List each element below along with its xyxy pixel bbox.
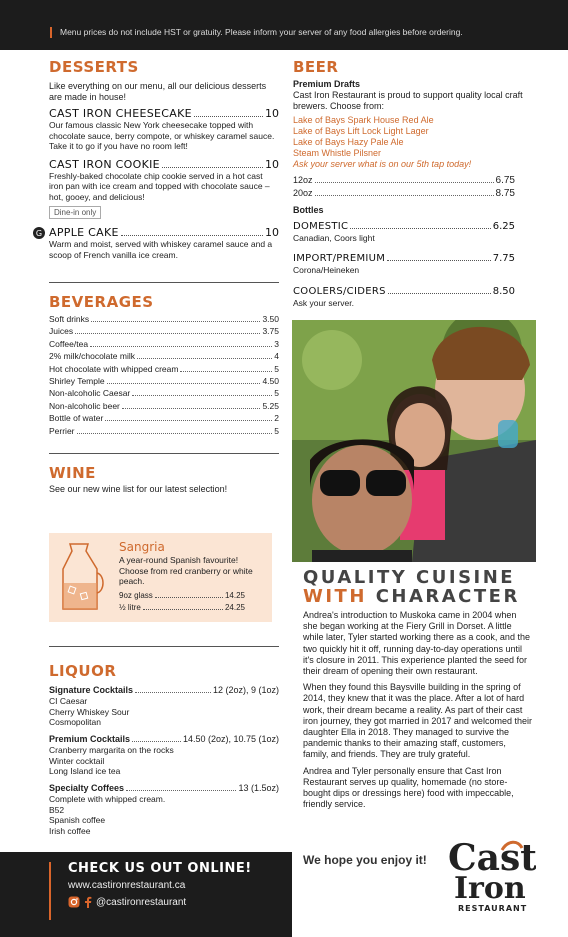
liquor-group: Premium Cocktails 14.50 (2oz), 10.75 (1oz) Cranberry margarita on the rocks Winter cocktail Long Island ice tea [49, 733, 279, 777]
liquor-group: Signature Cocktails 12 (2oz), 9 (1oz) CI Caesar Cherry Whiskey Sour Cosmopolitan [49, 685, 279, 728]
beverage-row: Coffee/tea 3 [49, 338, 279, 349]
footer-heading: CHECK US OUT ONLINE! [68, 861, 252, 876]
beverage-row: 2% milk/chocolate milk 4 [49, 351, 279, 362]
beverages-list [49, 313, 279, 437]
bottle-item: COOLERS/CIDERS 8.50 Ask your server. [293, 285, 515, 308]
footer-accent-bar [49, 862, 51, 920]
dine-in-badge: Dine-in only [49, 206, 101, 219]
dessert-item [35, 226, 279, 260]
top-notice-bar [0, 0, 568, 50]
dessert-item [49, 158, 279, 221]
notice-text: Menu prices do not include HST or gratuity. Please inform your server of any food allergies before ordering. [50, 27, 463, 38]
tap-list [293, 115, 536, 170]
story-title: QUALITY CUISINE WITH CHARACTER [303, 567, 520, 607]
beverage-row: Juices 3.75 [49, 326, 279, 337]
footer [0, 852, 292, 937]
owners-family-photo [292, 320, 536, 562]
beverage-row: Shirley Temple 4.50 [49, 376, 279, 387]
dessert-desc: Warm and moist, served with whiskey caramel sauce and a scoop of French vanilla ice cream. [49, 239, 273, 260]
svg-text:G: G [35, 229, 43, 238]
dessert-name: CAST IRON CHEESECAKE [49, 107, 192, 120]
tap-note: Ask your server what is on our 5th tap today! [293, 159, 472, 169]
beverage-row: Non-alcoholic beer 5.25 [49, 400, 279, 411]
sangria-card [49, 533, 272, 622]
story-paragraph: When they found this Baysville building in the spring of 2014, they knew that it was the place. After a lot of hard work, their dream became a reality. As part of their cast iron journey, they got married in 2017 and welcomed their daughter Ella in 2018. They managed to survive the pandemic thanks to their amazing staff, customers, family, and friends. They are truly grateful. [303, 682, 532, 760]
dessert-price: 10 [265, 107, 279, 120]
dessert-price: 10 [265, 157, 279, 171]
drafts-label: Premium Drafts [293, 79, 361, 89]
liquor-section [49, 646, 279, 836]
wine-heading: WINE [49, 464, 96, 483]
tap-item: Lake of Bays Hazy Pale Ale [293, 137, 404, 147]
dessert-name: CAST IRON COOKIE [49, 157, 160, 171]
tap-item: Lake of Bays Spark House Red Ale [293, 115, 434, 125]
beverage-row: Bottle of water 2 [49, 413, 279, 424]
bottle-item: DOMESTIC 6.25 Canadian, Coors light [293, 220, 515, 243]
divider [49, 282, 279, 283]
sangria-glass-row: 9oz glass 14.25 [119, 591, 245, 600]
social-handle[interactable]: @castironrestaurant [96, 896, 187, 908]
sangria-title: Sangria [119, 540, 165, 554]
draft-sizes: 12oz 6.75 20oz 8.75 [293, 175, 515, 200]
beverages-heading: BEVERAGES [49, 293, 154, 311]
dessert-desc: Freshly-baked chocolate chip cookie served in a hot cast iron pan with ice cream and topped with chocolate sauce – hot, gooey, and delicious! [49, 170, 270, 202]
story-paragraph: Andrea's introduction to Muskoka came in 2004 when she began working at the Fiery Grill in Dorset. A little while later, Tyler started working there as a cook, and the two quickly hit it off, running day-to-day operations until it's closure in 2011. This experience planted the seed for their dream of opening their own restaurant. [303, 610, 530, 677]
divider [49, 646, 279, 647]
dessert-item [49, 107, 279, 152]
desserts-heading: DESSERTS [49, 58, 139, 76]
gluten-free-icon [32, 226, 46, 240]
left-column [35, 58, 279, 495]
desserts-intro: Like everything on our menu, all our delicious desserts are made in house! [49, 81, 267, 102]
sangria-litre-row: ½ litre 24.25 [119, 603, 245, 612]
logo-text-restaurant: RESTAURANT [458, 904, 528, 913]
bottles-label: Bottles [293, 204, 324, 215]
wine-intro: See our new wine list for our latest selection! [49, 484, 228, 495]
drafts-intro: Cast Iron Restaurant is proud to support quality local craft brewers. Choose from: [293, 90, 523, 111]
dessert-name: APPLE CAKE [49, 226, 119, 239]
sangria-desc: A year-round Spanish favourite! Choose from red cranberry or white peach. [119, 555, 253, 586]
logo-text-cast: Cast [448, 837, 536, 879]
tap-item: Lake of Bays Lift Lock Light Lager [293, 126, 429, 136]
dessert-price: 10 [265, 226, 279, 239]
dessert-desc: Our famous classic New York cheesecake topped with chocolate sauce, berry compote, or whiskey caramel sauce. Take it to go if you have no room left! [49, 120, 275, 151]
beverage-row: Hot chocolate with whipped cream 5 [49, 363, 279, 374]
beverage-row: Non-alcoholic Caesar 5 [49, 388, 279, 399]
logo-text-iron: Iron [454, 871, 526, 906]
beverage-row: Perrier 5 [49, 425, 279, 436]
bottle-item: IMPORT/PREMIUM 7.75 Corona/Heineken [293, 253, 515, 276]
story-section [303, 568, 533, 815]
liquor-heading: LIQUOR [49, 662, 117, 680]
enjoy-text: We hope you enjoy it! [303, 853, 427, 867]
beer-heading: BEER [293, 58, 339, 76]
sangria-pitcher-icon [55, 541, 105, 615]
cast-iron-logo [446, 830, 536, 915]
liquor-group: Specialty Coffees 13 (1.5oz) Complete with whipped cream. B52 Spanish coffee Irish coffee [49, 782, 279, 836]
divider [49, 453, 279, 454]
facebook-icon[interactable] [84, 896, 92, 908]
story-paragraph: Andrea and Tyler personally ensure that Cast Iron Restaurant serves up quality, homemade (no store-bought dips or dressings here) food with impeccable, friendly service. [303, 765, 514, 810]
beverage-row: Soft drinks 3.50 [49, 314, 279, 324]
website-link[interactable]: www.castironrestaurant.ca [68, 880, 186, 891]
tap-item: Steam Whistle Pilsner [293, 148, 382, 158]
social-row [68, 896, 186, 908]
instagram-icon[interactable] [68, 896, 80, 908]
right-column [293, 58, 536, 308]
